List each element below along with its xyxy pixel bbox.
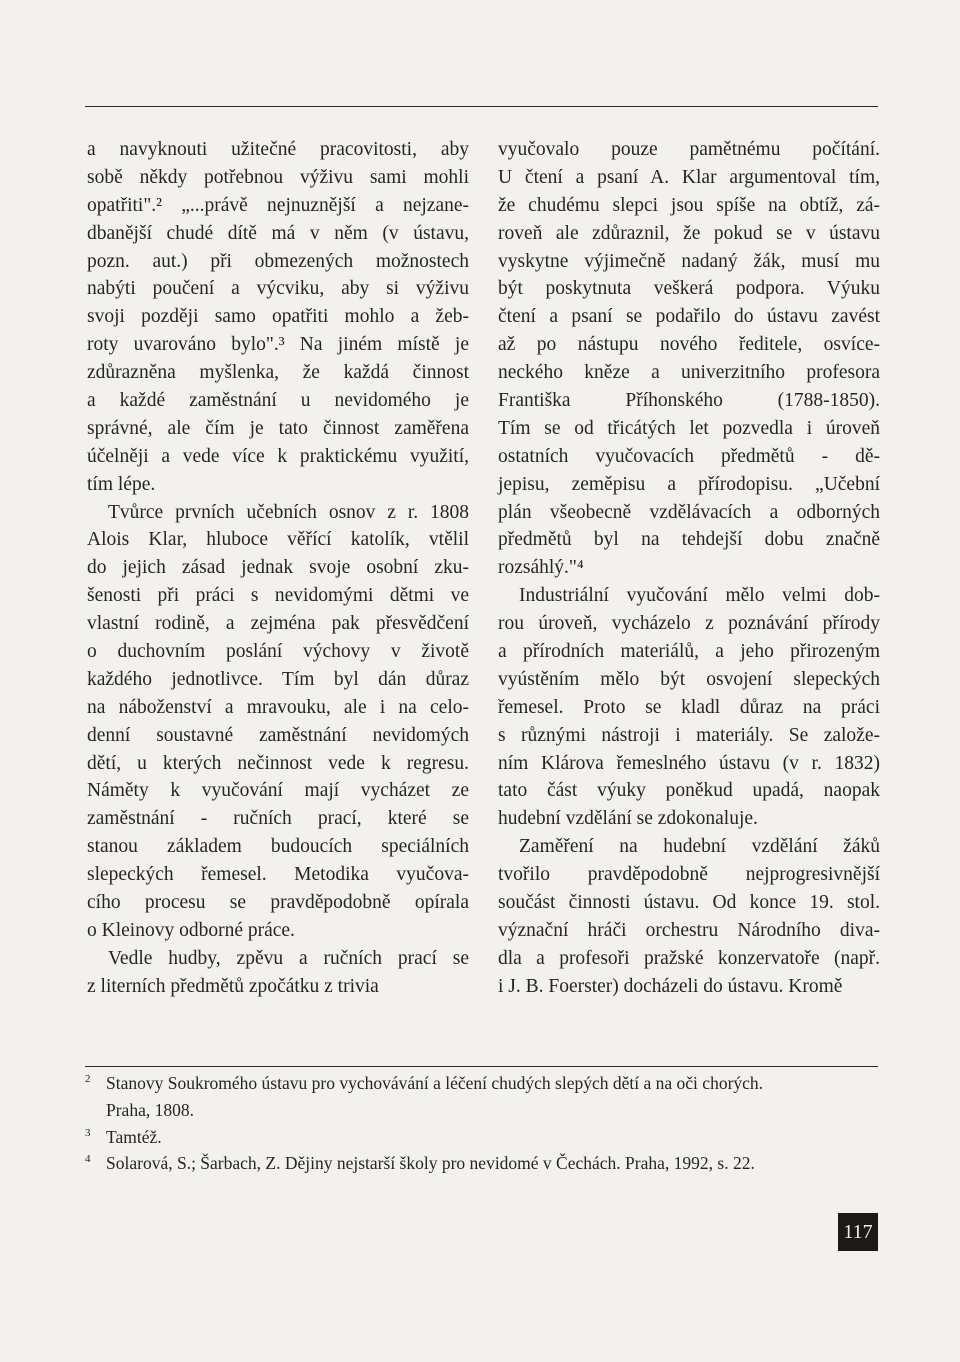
text-line: vlastní rodině, a zejména pak přesvědčení bbox=[87, 613, 469, 635]
footnote-rule bbox=[85, 1066, 878, 1067]
footnotes bbox=[85, 1070, 885, 1177]
text-line: slepeckých řemesel. Metodika vyučova- bbox=[87, 864, 469, 886]
footnote-number: 2 bbox=[85, 1073, 91, 1085]
text-line: tvořilo pravděpodobně nejprogresivnější bbox=[498, 864, 880, 886]
text-line: Alois Klar, hluboce věřící katolík, vtělil bbox=[87, 529, 469, 551]
footnote-number: 4 bbox=[85, 1153, 91, 1166]
text-line: řemesel. Proto se kladl důraz na práci bbox=[498, 696, 880, 718]
text-line: Industriální vyučování mělo velmi dob- bbox=[519, 585, 880, 607]
text-line: na náboženství a mravouku, ale i na celo- bbox=[87, 696, 469, 718]
text-line: svoji později samo opatřiti mohlo a žeb- bbox=[87, 306, 469, 328]
text-line: každého jednotlivce. Tím byl dán důraz bbox=[87, 668, 469, 690]
right-text-column bbox=[498, 136, 880, 1001]
text-line: Tím se od třicátých let pozvedla i úroveň bbox=[498, 417, 880, 439]
text-line: neckého kněze a univerzitního profesora bbox=[498, 362, 880, 384]
text-line: dbanější chudé dítě má v něm (v ústavu, bbox=[87, 222, 469, 244]
footnote bbox=[85, 1124, 885, 1151]
footnote bbox=[85, 1097, 885, 1124]
text-line: šenosti při práci s nevidomými dětmi ve bbox=[87, 585, 469, 607]
text-line: ostatních vyučovacích předmětů - dě- bbox=[498, 445, 880, 467]
text-line: dětí, u kterých nečinnost vede k regresu. bbox=[87, 752, 469, 774]
text-line: o duchovním poslání výchovy v životě bbox=[87, 641, 469, 663]
text-line: že chudému slepci jsou spíše na obtíž, zá- bbox=[498, 194, 880, 216]
text-line: cího procesu se pravděpodobně opírala bbox=[87, 892, 469, 914]
text-line: denní soustavné zaměstnání nevidomých bbox=[87, 724, 469, 746]
text-line: s různými nástroji i materiály. Se založe- bbox=[498, 724, 880, 746]
text-line: nabýti poučení a výcviku, aby si výživu bbox=[87, 278, 469, 300]
footnote-text: Praha, 1808. bbox=[106, 1099, 194, 1120]
text-line: Vedle hudby, zpěvu a ručních prací se bbox=[108, 947, 469, 969]
footnote bbox=[85, 1150, 885, 1177]
text-line: i J. B. Foerster) docházeli do ústavu. Kromě bbox=[498, 975, 843, 997]
text-line: zaměstnání - ručních prací, které se bbox=[87, 808, 469, 830]
text-line: stanou základem budoucích speciálních bbox=[87, 836, 469, 858]
footnote bbox=[85, 1070, 885, 1097]
page-number: 117 bbox=[838, 1213, 878, 1251]
text-line: dla a profesoři pražské konzervatoře (např. bbox=[498, 947, 880, 969]
text-line: rou úroveň, vycházelo z poznávání přírody bbox=[498, 613, 880, 635]
text-line: sobě někdy potřebnou výživu sami mohli bbox=[87, 166, 469, 188]
text-line: vyučovalo pouze pamětnému počítání. bbox=[498, 139, 880, 160]
text-line: součást činnosti ústavu. Od konce 19. stol. bbox=[498, 892, 880, 914]
text-line: Františka Příhonského (1788-1850). bbox=[498, 390, 880, 412]
text-line: Tvůrce prvních učebních osnov z r. 1808 bbox=[108, 501, 469, 523]
footnote-text: Tamtéž. bbox=[106, 1126, 162, 1147]
text-line: rozsáhlý."⁴ bbox=[498, 557, 584, 579]
text-line: vyústěním mělo být osvojení slepeckých bbox=[498, 668, 880, 690]
text-line: a navyknouti užitečné pracovitosti, aby bbox=[87, 139, 469, 160]
text-line: a každé zaměstnání u nevidomého je bbox=[87, 390, 469, 412]
text-line: význační hráči orchestru Národního diva- bbox=[498, 919, 880, 941]
footnote-text: Solarová, S.; Šarbach, Z. Dějiny nejstarší školy pro nevidomé v Čechách. Praha, 1992, s. 22. bbox=[106, 1153, 755, 1174]
text-line: účelněji a vede více k praktickému využití, bbox=[87, 445, 469, 467]
text-line: Zaměření na hudební vzdělání žáků bbox=[519, 836, 880, 858]
text-line: Náměty k vyučování mají vycházet ze bbox=[87, 780, 469, 802]
text-line: čtení a psaní se podařilo do ústavu zavést bbox=[498, 306, 880, 328]
text-line: do jejich zásad jednak svoje osobní zku- bbox=[87, 557, 469, 579]
text-line: U čtení a psaní A. Klar argumentoval tím, bbox=[498, 166, 880, 188]
text-line: předmětů byl na tehdejší dobu značně bbox=[498, 529, 880, 551]
text-line: o Kleinovy odborné práce. bbox=[87, 919, 295, 941]
text-line: z literních předmětů zpočátku z trivia bbox=[87, 975, 379, 997]
text-line: jepisu, zeměpisu a přírodopisu. „Učební bbox=[498, 473, 880, 495]
footnote-text: Stanovy Soukromého ústavu pro vychovávání a léčení chudých slepých dětí a na oči chorých. bbox=[106, 1073, 764, 1093]
text-line: hudební vzdělání se zdokonaluje. bbox=[498, 808, 758, 830]
text-line: až po nástupu nového ředitele, osvíce- bbox=[498, 334, 880, 356]
header-rule bbox=[85, 106, 878, 107]
footnote-number: 3 bbox=[85, 1126, 91, 1139]
text-line: pozn. aut.) při obmezených možnostech bbox=[87, 250, 469, 272]
text-line: opatřiti".² „...právě nejnuznější a nejzane- bbox=[87, 194, 469, 216]
text-line: správné, ale čím je tato činnost zaměřena bbox=[87, 417, 469, 439]
text-line: tím lépe. bbox=[87, 473, 156, 495]
text-line: vyskytne výjimečně nadaný žák, musí mu bbox=[498, 250, 880, 272]
text-line: a přírodních materiálů, a jeho přirozeným bbox=[498, 641, 880, 663]
text-line: tato část výuky poněkud upadá, naopak bbox=[498, 780, 880, 802]
text-line: roty uvarováno bylo".³ Na jiném místě je bbox=[87, 334, 469, 356]
text-line: plán všeobecně vzdělávacích a odborných bbox=[498, 501, 880, 523]
text-line: roveň ale zdůraznil, že pokud se v ústavu bbox=[498, 222, 880, 244]
left-text-column bbox=[87, 136, 469, 1001]
text-line: být poskytnuta veškerá podpora. Výuku bbox=[498, 278, 880, 300]
text-line: zdůrazněna myšlenka, že každá činnost bbox=[87, 362, 469, 384]
text-line: ním Klárova řemeslného ústavu (v r. 1832) bbox=[498, 752, 880, 774]
